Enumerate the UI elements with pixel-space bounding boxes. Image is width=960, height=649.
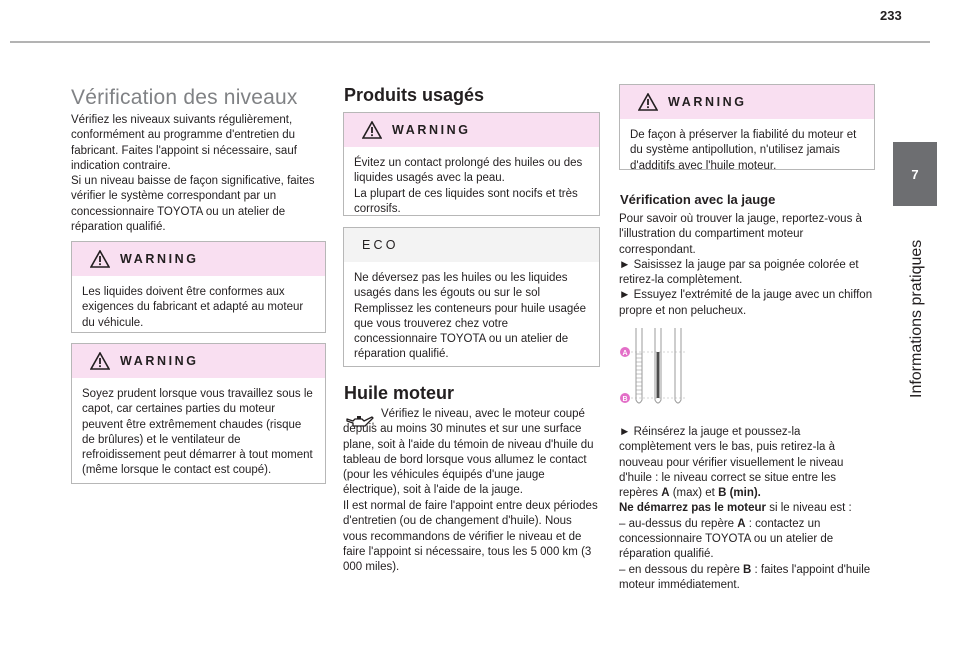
case-b-pre: – en dessous du repère bbox=[619, 563, 744, 576]
step-3-mid: (max) et bbox=[669, 487, 719, 500]
dipstick-step-1: ► Saisissez la jauge par sa poignée colorée et retirez-la complètement. bbox=[619, 258, 859, 287]
warning-triangle-icon bbox=[90, 250, 110, 268]
warning-title: WARNING bbox=[392, 123, 471, 137]
chapter-title: Informations pratiques bbox=[908, 239, 925, 398]
case-b-mark: B bbox=[743, 563, 752, 576]
case-a-rest: : contactez un concessionnaire TOYOTA ou un atelier de réparation qualifié. bbox=[619, 517, 834, 561]
section-title-dipstick-check: Vérification avec la jauge bbox=[620, 192, 776, 207]
step-3-mark-b: B (min). bbox=[718, 487, 761, 500]
intro-text bbox=[71, 113, 321, 235]
engine-oil-text bbox=[343, 407, 599, 499]
warning-box-fluids bbox=[71, 241, 326, 333]
warning-text-2: La plupart de ces liquides sont nocifs et très corrosifs. bbox=[354, 187, 578, 215]
intro-paragraph-1: Vérifiez les niveaux suivants régulièrement, conformément au programme d'entretien du fabricant. Faites l'appoint si nécessaire, sauf indication contraire. bbox=[71, 114, 297, 172]
warning-title: WARNING bbox=[120, 252, 199, 266]
warning-header bbox=[72, 344, 325, 378]
engine-oil-paragraph-1: Vérifiez le niveau, avec le moteur coupé depuis au moins 30 minutes et sur une surface plane, soit à l'aide du témoin de niveau d'huile du tableau de bord lorsque vous allumez le contact (pour les véhicules équipés d'une jauge électrique), soit à l'aide de la jauge. bbox=[343, 408, 594, 497]
warning-header bbox=[72, 242, 325, 276]
warning-text: Les liquides doivent être conformes aux exigences du fabricant et adapté au moteur du véhicule. bbox=[82, 286, 304, 329]
engine-oil-text-2: Il est normal de faire l'appoint entre deux périodes d'entretien (ou de changement d'huile). Nous vous recommandons de vérifier le niveau et de faire l'appoint si nécessaire, tous les 5 000 km (3 000 miles). bbox=[343, 500, 598, 574]
warning-title: WARNING bbox=[668, 95, 747, 109]
warning-text: Soyez prudent lorsque vous travaillez sous le capot, car certaines parties du moteur peuvent être extrêmement chaudes (risque de brûlures) et le ventilateur de refroidissement peut démarrer à tout moment (même lorsque le contact est coupé). bbox=[82, 388, 313, 477]
warning-text-1: Évitez un contact prolongé des huiles ou des liquides usagés avec la peau. bbox=[354, 157, 583, 185]
no-start-rest: si le niveau est : bbox=[766, 502, 852, 515]
case-a-pre: – au-dessus du repère bbox=[619, 517, 738, 530]
section-title-used-products: Produits usagés bbox=[344, 85, 485, 105]
case-a-mark: A bbox=[737, 517, 746, 530]
warning-header bbox=[344, 113, 599, 147]
warning-triangle-icon bbox=[362, 121, 382, 139]
step-3-mark-a: A bbox=[661, 487, 670, 500]
section-title-engine-oil: Huile moteur bbox=[344, 383, 455, 403]
warning-header bbox=[620, 85, 874, 119]
chapter-tab[interactable]: 7 bbox=[893, 142, 937, 206]
page-title: Vérification des niveaux bbox=[71, 86, 298, 109]
dipstick-step-3 bbox=[619, 425, 875, 501]
dipstick-instructions bbox=[619, 212, 875, 319]
eco-text-1: Ne déversez pas les huiles ou les liquides usagés dans les égouts ou sur le sol bbox=[354, 272, 568, 300]
header-divider bbox=[10, 41, 930, 43]
warning-box-used-liquids bbox=[343, 112, 600, 216]
warning-box-additives bbox=[619, 84, 875, 170]
no-start-line bbox=[619, 501, 875, 516]
case-below-b bbox=[619, 563, 875, 594]
eco-text bbox=[344, 262, 599, 371]
warning-title: WARNING bbox=[120, 354, 199, 368]
warning-triangle-icon bbox=[638, 93, 658, 111]
dipstick-mark-b: B bbox=[622, 396, 628, 403]
dipstick-mark-a: A bbox=[622, 350, 628, 357]
no-start-bold: Ne démarrez pas le moteur bbox=[619, 502, 767, 515]
page-number: 233 bbox=[880, 8, 902, 23]
intro-paragraph-2: Si un niveau baisse de façon significative, faites vérifier le système correspondant par un concessionnaire TOYOTA ou un atelier de réparation qualifié. bbox=[71, 175, 315, 234]
eco-title: ECO bbox=[362, 238, 399, 252]
dipstick-step-2: ► Essuyez l'extrémité de la jauge avec un chiffon propre et non pelucheux. bbox=[619, 289, 873, 317]
warning-text: De façon à préserver la fiabilité du moteur et du système antipollution, n'utilisez jamais d'additifs avec l'huile moteur. bbox=[630, 129, 857, 172]
eco-header bbox=[344, 228, 599, 262]
case-b-rest: : faites l'appoint d'huile moteur immédiatement. bbox=[619, 563, 871, 591]
case-above-a bbox=[619, 517, 875, 563]
step-3-text: ► Réinsérez la jauge et poussez-la complètement vers le bas, puis retirez-la à nouveau pour vérifier visuellement le niveau d'huile : le niveau correct se situe entre les repères bbox=[619, 426, 844, 500]
warning-text bbox=[344, 147, 599, 225]
dipstick-check-text bbox=[619, 425, 875, 593]
dipstick-intro: Pour savoir où trouver la jauge, reportez-vous à l'illustration du compartiment moteur correspondant. bbox=[619, 213, 862, 256]
dipstick-illustration bbox=[619, 328, 687, 416]
eco-text-2: Remplissez les conteneurs pour huile usagée que vous trouverez chez votre concessionnaire TOYOTA ou un atelier de réparation qualifié. bbox=[354, 302, 587, 361]
eco-box bbox=[343, 227, 600, 367]
warning-box-engine-hot bbox=[71, 343, 326, 484]
warning-triangle-icon bbox=[90, 352, 110, 370]
